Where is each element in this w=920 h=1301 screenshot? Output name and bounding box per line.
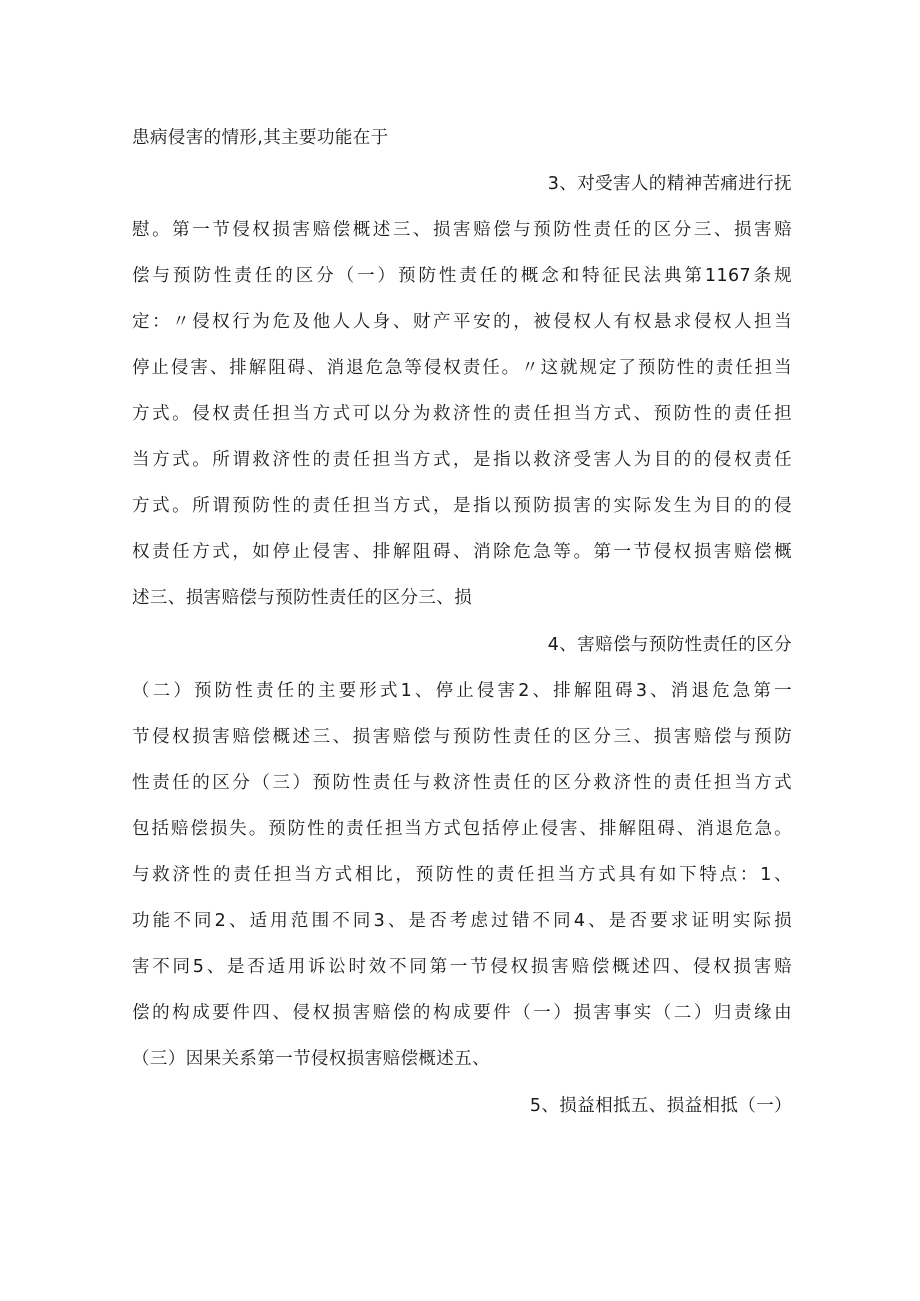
text-line-2: 3、对受害人的精神苦痛进行抚 bbox=[547, 174, 792, 194]
text-line-12: 4、害赔偿与预防性责任的区分 bbox=[547, 635, 792, 655]
text-line-21: （三）因果关系第一节侵权损害赔偿概述五、 bbox=[132, 1049, 490, 1069]
text-line-10: 权责任方式，如停止侵害、排解阻碍、消除危急等。第一节侵权损害赔偿概 bbox=[132, 542, 792, 562]
text-line-3: 慰。第一节侵权损害赔偿概述三、损害赔偿与预防性责任的区分三、损害赔 bbox=[132, 220, 792, 240]
text-line-18: 功能不同2、适用范围不同3、是否考虑过错不同4、是否要求证明实际损 bbox=[132, 911, 792, 931]
text-line-15: 性责任的区分（三）预防性责任与救济性责任的区分救济性的责任担当方式 bbox=[132, 773, 792, 793]
text-line-6: 停止侵害、排解阻碍、消退危急等侵权责任。〃这就规定了预防性的责任担当 bbox=[132, 358, 792, 378]
text-line-5: 定：〃侵权行为危及他人人身、财产平安的，被侵权人有权悬求侵权人担当 bbox=[132, 312, 792, 332]
text-line-22: 5、损益相抵五、损益相抵（一） bbox=[529, 1096, 792, 1116]
text-line-20: 偿的构成要件四、侵权损害赔偿的构成要件（一）损害事实（二）归责缘由 bbox=[132, 1003, 792, 1023]
text-line-7: 方式。侵权责任担当方式可以分为救济性的责任担当方式、预防性的责任担 bbox=[132, 404, 792, 424]
text-line-4: 偿与预防性责任的区分（一）预防性责任的概念和特征民法典第1167条规 bbox=[132, 266, 792, 286]
text-line-14: 节侵权损害赔偿概述三、损害赔偿与预防性责任的区分三、损害赔偿与预防 bbox=[132, 727, 792, 747]
text-line-9: 方式。所谓预防性的责任担当方式，是指以预防损害的实际发生为目的的侵 bbox=[132, 496, 792, 516]
text-line-16: 包括赔偿损失。预防性的责任担当方式包括停止侵害、排解阻碍、消退危急。 bbox=[132, 819, 792, 839]
text-line-19: 害不同5、是否适用诉讼时效不同第一节侵权损害赔偿概述四、侵权损害赔 bbox=[132, 957, 792, 977]
text-line-13: （二）预防性责任的主要形式1、停止侵害2、排解阻碍3、消退危急第一 bbox=[132, 681, 792, 701]
text-line-8: 当方式。所谓救济性的责任担当方式，是指以救济受害人为目的的侵权责任 bbox=[132, 450, 792, 470]
text-line-1: 患病侵害的情形,其主要功能在于 bbox=[132, 128, 389, 148]
text-line-17: 与救济性的责任担当方式相比，预防性的责任担当方式具有如下特点：1、 bbox=[132, 865, 792, 885]
text-line-11: 述三、损害赔偿与预防性责任的区分三、损 bbox=[132, 588, 473, 608]
